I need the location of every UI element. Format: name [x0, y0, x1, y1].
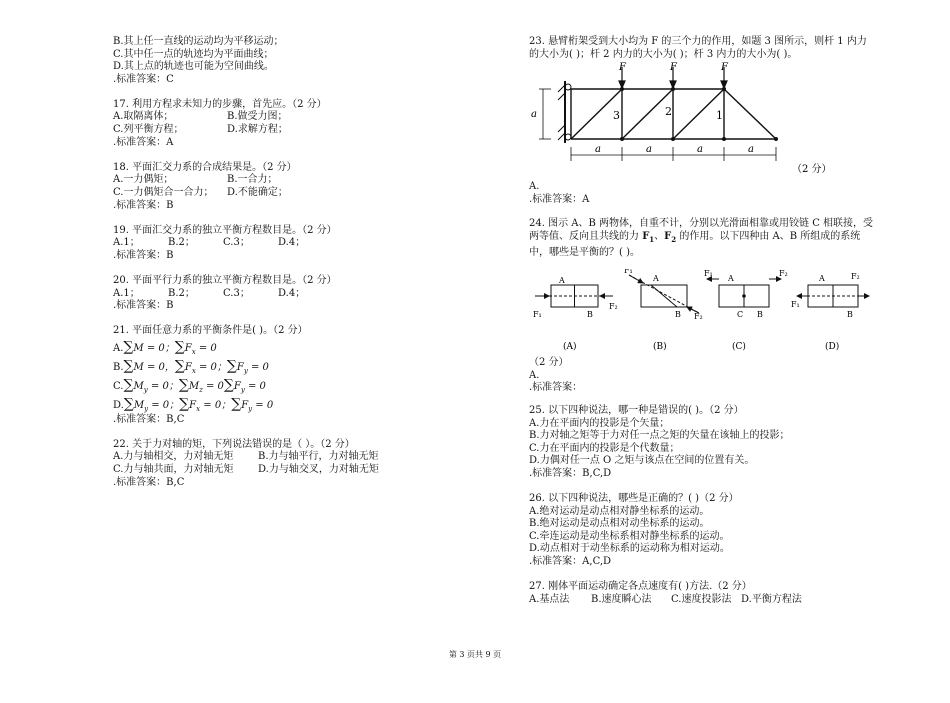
svg-text:B: B — [675, 310, 681, 320]
standard-answer: .标准答案：B,C,D — [529, 467, 612, 479]
standard-answer: .标准答案：A,C,D — [529, 555, 612, 567]
option-b: B.速度瞬心法 — [591, 593, 652, 605]
option-d: D.不能确定； — [227, 186, 288, 198]
question-24 — [529, 218, 874, 395]
standard-answer: .标准答案： — [529, 382, 583, 394]
question-stem: 27. 刚体平面运动确定各点速度有( )方法.（2 分） — [529, 581, 752, 593]
wall-hatch — [558, 85, 565, 140]
svg-text:F₂: F₂ — [694, 312, 703, 322]
question-stem: 21. 平面任意力系的平衡条件是( )。（2 分） — [113, 325, 308, 337]
force-label: F — [619, 62, 626, 74]
option-a: A.力在平面内的投影是个矢量； — [529, 417, 670, 429]
height-label: a — [531, 109, 537, 121]
figure-a — [533, 276, 618, 352]
standard-answer: .标准答案：B — [113, 249, 174, 261]
force-label: F — [721, 62, 728, 74]
svg-text:B: B — [587, 310, 593, 320]
question-stem: 25. 以下四种说法，哪一种是错误的( )。（2 分） — [529, 404, 744, 416]
option-b: B.其上任一直线的运动均为平移运动； — [113, 36, 284, 47]
option-b: B.力对轴之矩等于力对任一点之矩的矢量在该轴上的投影； — [529, 430, 790, 442]
option-b: B.2； — [168, 287, 195, 299]
question-22 — [113, 439, 413, 489]
option-d: D.平衡方程法 — [741, 593, 802, 605]
svg-text:F₂: F₂ — [609, 302, 618, 312]
ab-figure-wrap — [529, 269, 874, 357]
member-label-2: 2 — [665, 105, 672, 119]
option-d: D.4； — [278, 287, 306, 299]
option-a-equation: A.∑M = 0；$\sum F_x = 0$ — [113, 338, 217, 356]
option-c: C.3； — [223, 287, 250, 299]
standard-answer: .标准答案：A — [529, 193, 590, 205]
bottom-dimensions — [571, 147, 776, 161]
question-16-tail — [113, 36, 413, 86]
question-stem: 26. 以下四种说法，哪些是正确的？( )（2 分） — [529, 493, 739, 504]
caption-d: (D) — [825, 342, 840, 353]
svg-text:F₂: F₂ — [851, 272, 860, 282]
question-23 — [529, 36, 874, 206]
svg-text:C: C — [737, 310, 744, 320]
points-label: （2 分） — [529, 357, 569, 369]
dim-label: a — [748, 144, 754, 156]
option-a: A. — [529, 369, 540, 381]
dim-label: a — [646, 144, 652, 156]
standard-answer: .标准答案：B,C — [113, 413, 185, 425]
question-21 — [113, 325, 413, 426]
question-stem: 19. 平面汇交力系的独立平衡方程数目是。（2 分） — [113, 224, 337, 236]
option-c: C.3； — [223, 237, 250, 249]
left-column — [113, 36, 413, 502]
svg-text:A: A — [728, 274, 734, 284]
page-footer: 第 3 页共 9 页 — [448, 650, 502, 659]
option-b: B.力与轴平行，力对轴无矩 — [258, 451, 379, 463]
question-stem: 17. 利用方程求未知力的步骤，首先应。（2 分） — [113, 98, 327, 110]
option-d: D.求解方程； — [227, 124, 288, 136]
option-a: A.1； — [113, 287, 140, 299]
option-d: D.4； — [278, 237, 306, 249]
option-b: B.2； — [168, 237, 195, 249]
svg-text:F₂: F₂ — [779, 269, 788, 279]
standard-answer: .标准答案：B — [113, 300, 174, 312]
question-stem: 23. 悬臂桁架受到大小均为 F 的三个力的作用，如题 3 图所示，则杆 1 内力的大小为( )；杆 2 内力的大小为( )；杆 3 内力的大小为( )。 — [529, 36, 867, 60]
option-c: C.速度投影法 — [671, 593, 732, 605]
option-c: C.力与轴共面，力对轴无矩 — [113, 464, 234, 476]
option-c: C.一力偶矩合一合力； — [113, 186, 214, 198]
standard-answer: .标准答案：B,C — [113, 476, 185, 488]
standard-answer: .标准答案：B — [113, 199, 174, 211]
option-d: D.力偶对任一点 O 之矩与该点在空间的位置有关。 — [529, 455, 755, 467]
question-19 — [113, 225, 413, 263]
truss-figure-wrap — [529, 61, 874, 181]
svg-text:A: A — [559, 276, 565, 286]
option-c: C.力在平面内的投影是个代数量； — [529, 442, 680, 454]
option-b-equation: B.∑M = 0，$\sum F_x = 0$；$\sum F_y = 0$ — [113, 357, 269, 375]
svg-text:B: B — [847, 310, 853, 320]
question-18 — [113, 162, 413, 212]
option-c: C.牵连运动是动坐标系相对静坐标系的运动。 — [529, 530, 730, 542]
option-a: A.取隔离体； — [113, 111, 174, 123]
option-d-equation: $D.\sum M_y = 0$；$\sum F_x = 0$；$\sum F_y = 0$ — [113, 395, 274, 413]
truss-figure — [529, 61, 874, 181]
svg-text:F₁: F₁ — [624, 269, 633, 276]
points-label: （2 分） — [792, 164, 832, 176]
member-label-3: 3 — [613, 109, 620, 123]
option-a: A.基点法 — [529, 593, 570, 605]
caption-a: (A) — [563, 342, 577, 353]
dim-label: a — [595, 144, 601, 156]
question-26 — [529, 493, 874, 569]
question-stem: 24. 图示 A、B 两物体，自重不计，分别以光滑面相靠或用铰链 C 相联接，受两等值、反向且共线的力 $F_1$、$F_2$ 的作用。以下四种由 A、B 所组成的系统中，哪些是平衡的？( )。 — [529, 218, 874, 258]
question-stem: 22. 关于力对轴的矩，下列说法错误的是（ ）。（2 分） — [113, 438, 355, 450]
option-a: A.一力偶矩； — [113, 174, 174, 186]
figure-c — [704, 269, 788, 352]
caption-c: (C) — [732, 342, 746, 353]
ab-figure — [529, 269, 874, 357]
question-stem: 20. 平面平行力系的独立平衡方程数目是。（2 分） — [113, 274, 337, 286]
question-17 — [113, 99, 413, 149]
figure-b — [624, 269, 703, 352]
option-d: D.力与轴交叉，力对轴无矩 — [258, 464, 379, 476]
option-b: B.一合力； — [227, 174, 278, 186]
height-dimension — [539, 89, 551, 139]
option-a: A.1； — [113, 237, 140, 249]
caption-b: (B) — [653, 342, 667, 353]
member-label-1: 1 — [716, 109, 723, 123]
question-stem: 18. 平面汇交力系的合成结果是。（2 分） — [113, 161, 297, 173]
option-b: B.绝对运动是动点相对动坐标系的运动。 — [529, 518, 710, 530]
option-a: A.绝对运动是动点相对静坐标系的运动。 — [529, 505, 710, 517]
svg-text:A: A — [653, 274, 659, 284]
option-b: B.做受力图； — [227, 111, 288, 123]
option-d: D.动点相对于动坐标系的运动称为相对运动。 — [529, 543, 730, 555]
option-d: D.其上点的轨迹也可能为空间曲线。 — [113, 61, 274, 73]
question-27 — [529, 581, 874, 606]
truss-members — [571, 89, 776, 139]
svg-text:F₁: F₁ — [791, 300, 800, 310]
option-a: A.力与轴相交，力对轴无矩 — [113, 451, 234, 463]
svg-text:A: A — [819, 274, 825, 284]
option-c-equation: $C.\sum M_y = 0$；$\sum M_z = 0\sum F_y = 0$ — [113, 376, 266, 394]
question-20 — [113, 275, 413, 313]
figure-d — [791, 272, 869, 352]
svg-text:F₁: F₁ — [704, 269, 713, 279]
svg-text:F₁: F₁ — [533, 310, 542, 320]
option-a: A. — [529, 181, 540, 193]
dim-label: a — [697, 144, 703, 156]
question-25 — [529, 405, 874, 481]
option-c: C.列平衡方程； — [113, 124, 184, 136]
svg-text:B: B — [757, 310, 763, 320]
right-column — [529, 36, 874, 619]
standard-answer: .标准答案：A — [113, 136, 174, 148]
option-c: C.其中任一点的轨迹均为平面曲线； — [113, 48, 274, 60]
force-label: F — [670, 62, 677, 74]
standard-answer: .标准答案：C — [113, 73, 174, 85]
